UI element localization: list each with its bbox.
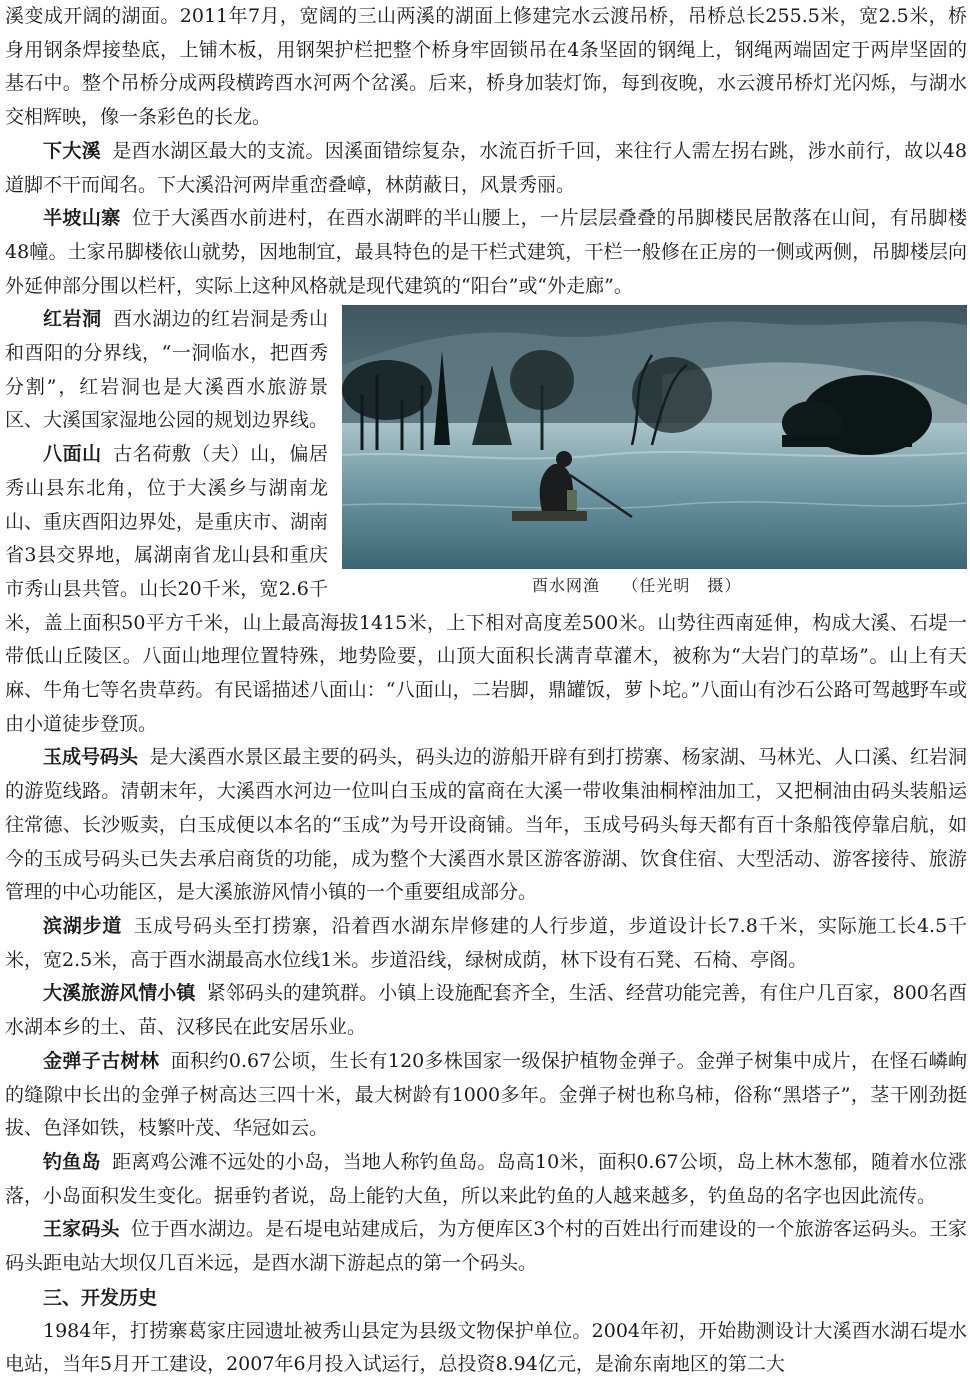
entry-text: 距离鸡公滩不远处的小岛，当地人称钓鱼岛。岛高10米，面积0.67公顷，岛上林木葱郁，随着水位涨落，小岛面积发生变化。据垂钓者说，岛上能钓大鱼，所以来此钓鱼的人越来越多，钓鱼岛的名字也因此流传。	[5, 1150, 967, 1207]
entry-term: 滨湖步道	[43, 914, 123, 937]
entry-term: 王家码头	[43, 1218, 120, 1241]
entry-text: 是酉水湖区最大的支流。因溪面错综复杂，水流百折千回，来往行人需左拐右跳，涉水前行，故以48道脚不干而闻名。下大溪沿河两岸重峦叠嶂，林荫蔽日，风景秀丽。	[5, 139, 967, 196]
section-heading: 三、开发历史	[43, 1286, 158, 1309]
entry-term: 钓鱼岛	[43, 1150, 101, 1173]
entry-text: 古名荷敷（夫）山，偏居秀山县东北角，位于大溪乡与湖南龙山、重庆酉阳边界处，是重庆市、湖南省3县交界地，属湖南省龙山县和重庆市秀山县共管。山长20千米，宽2.6千米，盖上面积50平方千米，山上最高海拔1415米，上下相对高度差500米。山势往西南延伸，构成大溪、石堤一带低山丘陵区。八面山地理位置特殊，地势险要，山顶大面积长满青草灌木，被称为“大岩门的草场”。山上有天麻、牛角七等名贵草药。有民谣描述八面山：“八面山，二岩脚，鼎罐饭，萝卜坨。”八面山有沙石公路可驾越野车或由小道徒步登顶。	[5, 443, 967, 735]
entry-term: 金弹子古树林	[43, 1049, 160, 1072]
caption-credit: （任光明 摄）	[622, 576, 742, 596]
caption-title: 酉水网渔	[532, 576, 601, 596]
entry-term: 红岩洞	[43, 308, 102, 331]
closing-paragraph: 1984年，打捞寨葛家庄园遗址被秀山县定为县级文物保护单位。2004年初，开始勘测设计大溪酉水湖石堤水电站，当年5月开工建设，2007年6月投入试运行，总投资8.94亿元，是渝东南地区的第二大	[5, 1319, 967, 1376]
opening-paragraph: 溪变成开阔的湖面。2011年7月，宽阔的三山两溪的湖面上修建完水云渡吊桥，吊桥总长255.5米，宽2.5米，桥身用钢条焊接垫底，上铺木板，用钢架护栏把整个桥身牢固锁吊在4条坚固的钢绳上，钢绳两端固定于两岸坚固的基石中。整个吊桥分成两段横跨酉水河两个岔溪。后来，桥身加装灯饰，每到夜晚，水云渡吊桥灯光闪烁，与湖水交相辉映，像一条彩色的长龙。	[5, 5, 967, 129]
entry-xiadaxi	[5, 135, 967, 202]
entry-diaoyudao	[5, 1146, 967, 1213]
entry-text: 是大溪酉水景区最主要的码头，码头边的游船开辟有到打捞寨、杨家湖、马林光、人口溪、红岩洞的游览线路。清朝末年，大溪酉水河边一位叫白玉成的富商在大溪一带收集油桐榨油加工，又把桐油由码头装船运往常德、长沙贩卖，白玉成便以本名的“玉成”为号开设商铺。当年，玉成号码头每天都有百十条船筏停靠启航，如今的玉成号码头已失去承启商货的功能，成为整个大溪酉水景区游客游湖、饮食住宿、大型活动、游客接待、旅游管理的中心功能区，是大溪旅游风情小镇的一个重要组成部分。	[5, 746, 967, 904]
entry-text: 玉成号码头至打捞寨，沿着酉水湖东岸修建的人行步道，步道设计长7.8千米，实际施工长4.5千米，宽2.5米，高于酉水湖最高水位线1米。步道沿线，绿树成荫，林下设有石凳、石椅、亭阁。	[5, 914, 967, 971]
entry-text: 酉水湖边的红岩洞是秀山和酉阳的分界线，“一洞临水，把酉秀分割”，红岩洞也是大溪酉水旅游景区、大溪国家湿地公园的规划边界线。	[5, 308, 329, 432]
entry-term: 下大溪	[43, 139, 101, 162]
entry-banposhanzhai	[5, 202, 967, 303]
entry-text: 面积约0.67公顷，生长有120多株国家一级保护植物金弹子。金弹子树集中成片，在怪石嶙峋的缝隙中长出的金弹子树高达三四十米，最大树龄有1000多年。金弹子树也称乌柿，俗称“黑塔子”，茎干刚劲挺拔、色泽如铁，枝繁叶茂、华冠如云。	[5, 1049, 967, 1140]
photo-caption	[342, 573, 967, 599]
entry-term: 大溪旅游风情小镇	[43, 982, 196, 1005]
photo-figure	[342, 305, 967, 599]
entry-text: 紧邻码头的建筑群。小镇上设施配套齐全，生活、经营功能完善，有住户几百家，800名酉水湖本乡的土、苗、汉移民在此安居乐业。	[5, 982, 967, 1039]
entry-binhubudao	[5, 910, 967, 977]
entry-term: 玉成号码头	[43, 746, 139, 769]
article-page	[5, 0, 967, 1382]
entry-yuchenghao	[5, 741, 967, 910]
lake-fisherman-photo	[342, 305, 967, 569]
entry-text: 位于酉水湖边。是石堤电站建成后，为方便库区3个村的百姓出行而建设的一个旅游客运码头。王家码头距电站大坝仅几百米远，是酉水湖下游起点的第一个码头。	[5, 1218, 967, 1275]
entry-fengqingxiaozhen	[5, 977, 967, 1044]
entry-term: 半坡山寨	[43, 207, 121, 230]
entry-term: 八面山	[43, 443, 102, 466]
entry-text: 位于大溪酉水前进村，在酉水湖畔的半山腰上，一片层层叠叠的吊脚楼民居散落在山间，有吊脚楼48幢。土家吊脚楼依山就势，因地制宜，最具特色的是干栏式建筑，干栏一般修在正房的一侧或两侧，吊脚楼层向外延伸部分围以栏杆，实际上这种风格就是现代建筑的“阳台”或“外走廊”。	[5, 207, 967, 297]
entry-wangjiamatou	[5, 1213, 967, 1280]
entry-jindanzi	[5, 1045, 967, 1146]
